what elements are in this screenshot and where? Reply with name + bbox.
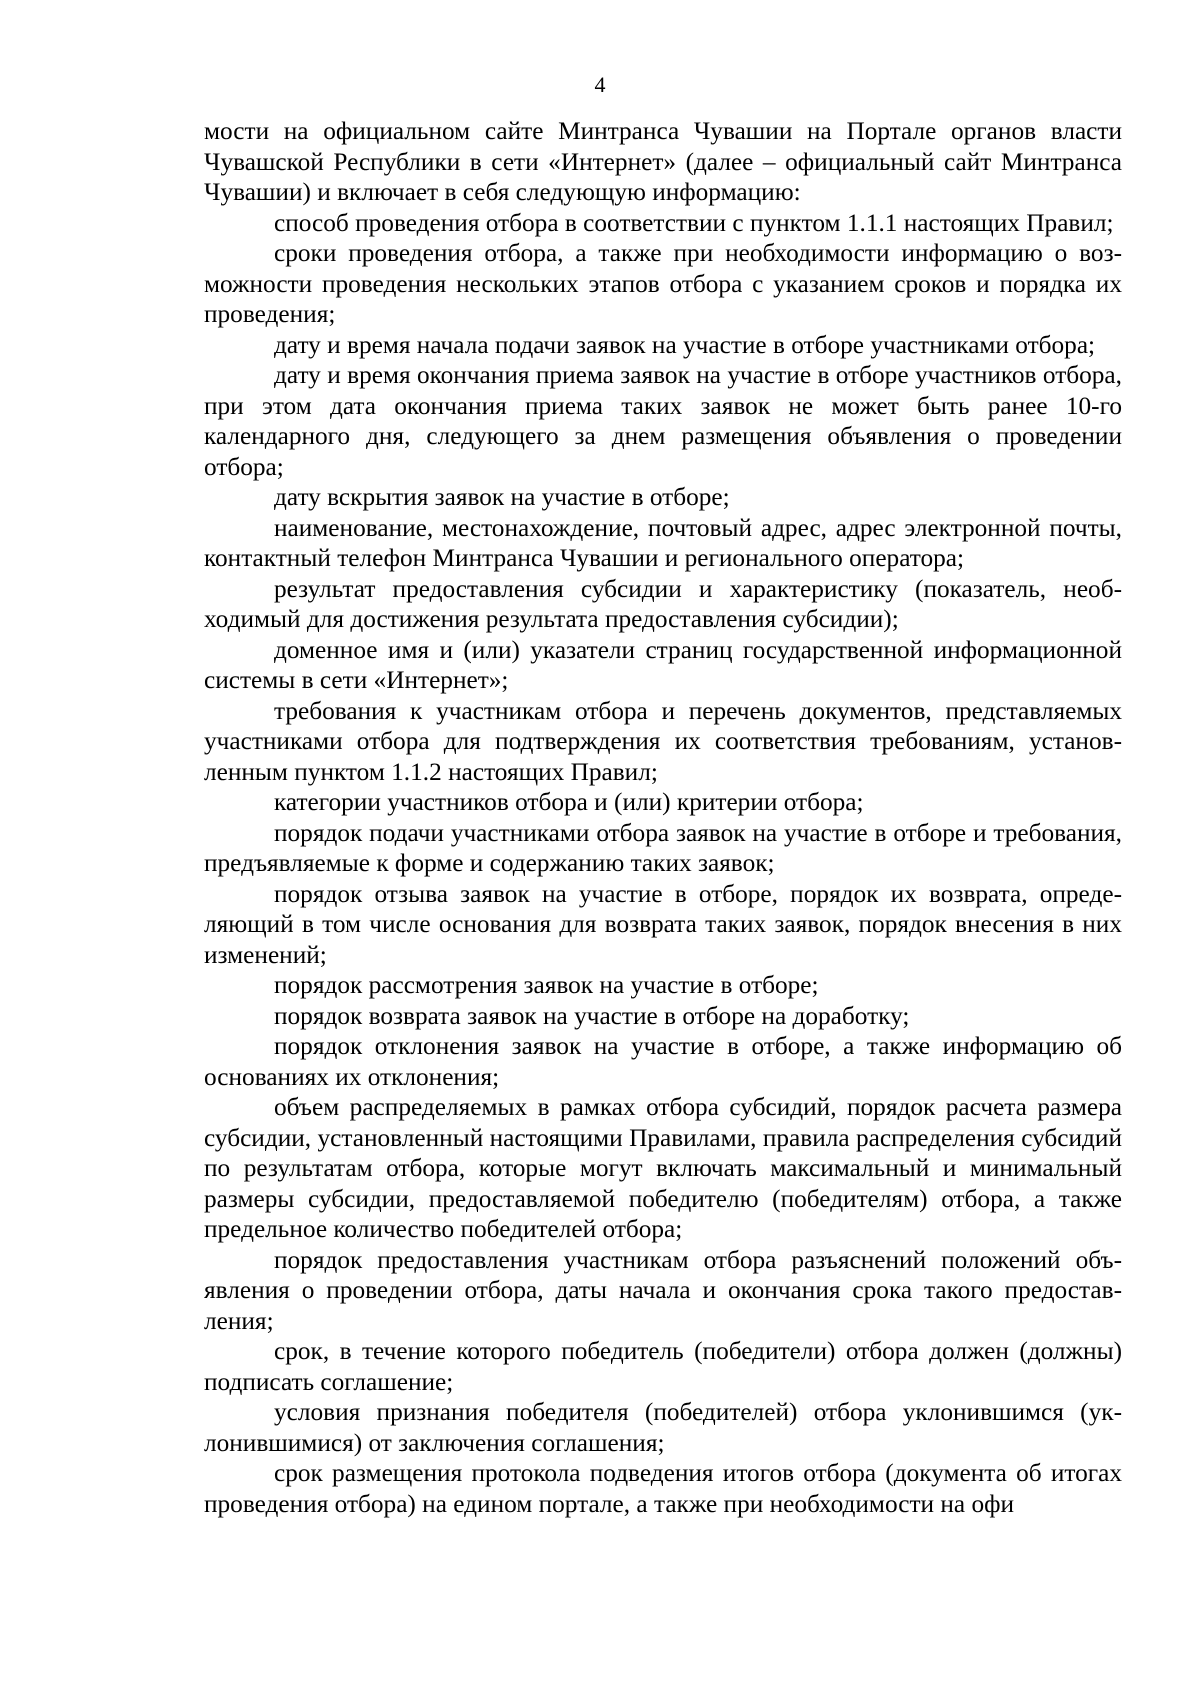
paragraph: объем распределяемых в рамках отбора субсидий, порядок расчета размера субсидии, установленный настоящими Правилами, правила распределения субсидий по результатам отбора, которые могут включать максимальный и минимальный размеры субсидии, предоставляемой победителю (победителям) отбора, а также предельное количество победителей отбора; (204, 1093, 1122, 1243)
paragraph: срок размещения протокола подведения итогов отбора (документа об итогах проведения отбора) на едином портале, а также при необходимости на офи (204, 1459, 1122, 1518)
page-number: 4 (594, 72, 606, 97)
paragraph: порядок возврата заявок на участие в отборе на доработку; (274, 1001, 910, 1030)
paragraph: порядок отзыва заявок на участие в отборе, порядок их возврата, определяющий в том числе основания для возврата таких заявок, порядок внесения в них изменений; (204, 879, 1122, 969)
paragraph: порядок отклонения заявок на участие в отборе, а также информацию об основаниях их отклонения; (204, 1032, 1122, 1091)
paragraph: требования к участникам отбора и перечень документов, представляемых участниками отбора для подтверждения их соответствия требованиям, установленным пунктом 1.1.2 настоящих Правил; (204, 696, 1122, 786)
paragraph: условия признания победителя (победителей) отбора уклонившимся (уклонившимися) от заключения соглашения; (204, 1398, 1122, 1457)
paragraph: дату и время окончания приема заявок на участие в отборе участников отбора, при этом дата окончания приема таких заявок не может быть ранее 10-го календарного дня, следующего за днем размещения объявления о проведении отбора; (204, 361, 1122, 481)
paragraph: дату вскрытия заявок на участие в отборе; (274, 483, 730, 511)
paragraph: доменное имя и (или) указатели страниц государственной информационной системы в сети «Интернет»; (204, 635, 1122, 694)
document-body (204, 116, 1122, 1519)
paragraph: сроки проведения отбора, а также при необходимости информацию о возможности проведения нескольких этапов отбора с указанием сроков и порядка их проведения; (204, 239, 1122, 328)
paragraph: срок, в течение которого победитель (победители) отбора должен (должны) подписать соглашение; (204, 1337, 1122, 1396)
paragraph: категории участников отбора и (или) критерии отбора; (274, 788, 864, 816)
paragraph: мости на официальном сайте Минтранса Чувашии на Портале органов власти Чувашской Республики в сети «Интернет» (далее – официальный сайт Минтранса Чувашии) и включает в себя следующую информацию: (204, 117, 1122, 206)
paragraph: наименование, местонахождение, почтовый адрес, адрес электронной почты, контактный телефон Минтранса Чувашии и регионального оператора; (204, 513, 1122, 572)
paragraph: дату и время начала подачи заявок на участие в отборе участниками отбора; (274, 330, 1096, 359)
paragraph: способ проведения отбора в соответствии с пунктом 1.1.1 настоящих Правил; (274, 208, 1114, 237)
paragraph: результат предоставления субсидии и характеристику (показатель, необходимый для достижения результата предоставления субсидии); (204, 574, 1122, 633)
paragraph: порядок рассмотрения заявок на участие в отборе; (274, 971, 819, 999)
paragraph: порядок предоставления участникам отбора разъяснений положений объявления о проведении отбора, даты начала и окончания срока такого предоставления; (204, 1245, 1122, 1335)
paragraph: порядок подачи участниками отбора заявок на участие в отборе и требования, предъявляемые к форме и содержанию таких заявок; (204, 818, 1122, 877)
